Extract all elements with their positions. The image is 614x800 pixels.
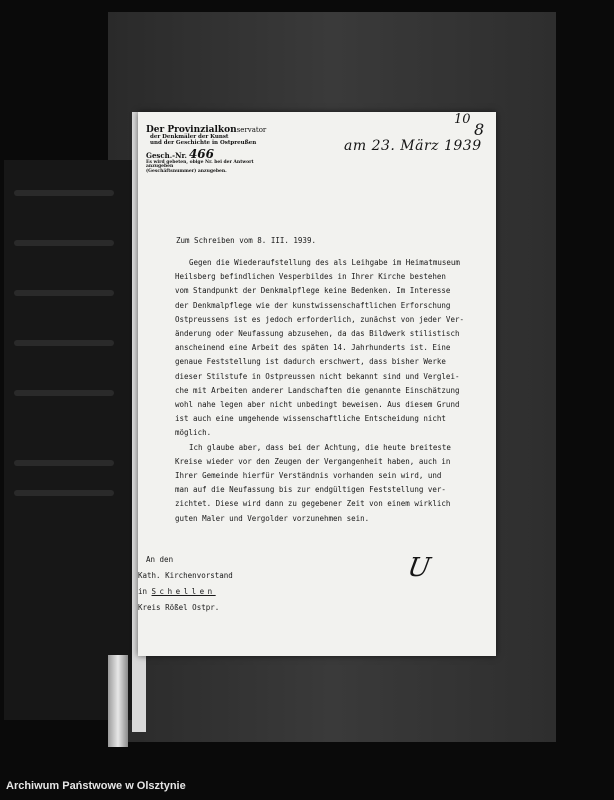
body-line: änderung oder Neufassung abzusehen, da das Bildwerk stilistisch — [175, 329, 460, 339]
body-line: Ihrer Gemeinde hierfür Verständnis vorhanden sein wird, und — [175, 471, 442, 481]
body-line: guten Maler und Vergolder vorzunehmen sein. — [175, 513, 370, 523]
body-line: ist auch eine umgehende wissenschaftliche Entscheidung nicht — [175, 414, 446, 424]
handwritten-folio-number: 8 — [474, 120, 485, 139]
address-place: Schellen — [151, 587, 216, 596]
archive-watermark: Archiwum Państwowe w Olsztynie — [6, 780, 186, 792]
stamp-title: Der Provinzialkon — [146, 125, 237, 135]
recipient-address — [138, 552, 233, 616]
body-line: Ostpreussens ist es jedoch erforderlich, zunächst von jeder Ver- — [175, 314, 464, 324]
body-line: genaue Feststellung ist dadurch erschwert, dass bisher Werke — [175, 357, 446, 367]
handwritten-signature: U — [405, 553, 433, 583]
journal-label: Gesch.-Nr. — [146, 150, 187, 160]
underlying-scribble — [14, 460, 114, 466]
underlying-scribble — [14, 340, 114, 346]
stamp-line: und der Geschichte in Ostpreußen — [150, 140, 257, 147]
address-line: Kath. Kirchenvorstand — [138, 571, 233, 580]
stamp-note: Es wird gebeten, obige Nr. bei der Antwort anzugeben — [146, 159, 254, 170]
body-line: Gegen die Wiederaufstellung des als Leihgabe im Heimatmuseum — [189, 258, 460, 267]
underlying-scribble — [14, 390, 114, 396]
stamp-line: der Denkmäler der Kunst — [150, 134, 229, 141]
body-line: dieser Stilstufe in Ostpreussen nicht bekannt sind und Verglei- — [175, 371, 460, 381]
handwritten-page-number: 10 — [454, 112, 471, 127]
body-line: anscheinend eine Arbeit des späten 14. Jahrhunderts ist. Eine — [175, 343, 451, 353]
handwritten-date: am 23. März 1939 — [344, 138, 482, 154]
underlying-page — [4, 160, 132, 720]
body-line: zichtet. Diese wird dann zu gegebener Zeit von einem wirklich — [175, 499, 451, 509]
address-line: An den — [146, 555, 174, 564]
body-line: Kreise wieder vor den Zeugen der Vergangenheit haben, auch in — [175, 456, 451, 466]
letter-document — [138, 112, 496, 656]
stamp-title-suffix: servator — [236, 126, 267, 134]
address-prefix: in — [138, 587, 148, 596]
body-line: wohl nahe legen aber nicht unbedingt beweisen. Aus diesem Grund — [175, 400, 460, 410]
address-line: Kreis Rößel Ostpr. — [138, 603, 220, 612]
address-line — [138, 584, 233, 600]
binding-strip — [108, 655, 128, 747]
body-line: Ich glaube aber, dass bei der Achtung, die heute breiteste — [189, 442, 451, 452]
underlying-scribble — [14, 290, 114, 296]
reference-line: Zum Schreiben vom 8. III. 1939. — [176, 236, 316, 245]
body-line: Heilsberg befindlichen Vesperbildes in Ihrer Kirche bestehen — [175, 272, 446, 282]
letter-body — [175, 256, 493, 526]
body-line: der Denkmalpflege wie der kunstwissenschaftlichen Erforschung — [175, 300, 451, 310]
underlying-scribble — [14, 490, 114, 496]
stamp-note: (Geschäftsnummer) anzugeben. — [146, 169, 227, 174]
body-line: che mit Arbeiten anderer Landschaften die genannte Einschätzung — [175, 385, 460, 395]
office-stamp — [146, 126, 270, 175]
underlying-scribble — [14, 240, 114, 246]
body-line: vom Standpunkt der Denkmalpflege keine Bedenken. Im Interesse — [175, 286, 451, 296]
journal-number: 466 — [188, 146, 215, 161]
body-line: möglich. — [175, 428, 212, 438]
body-line: man auf die Neufassung bis zur endgültigen Feststellung ver- — [175, 485, 446, 495]
underlying-scribble — [14, 190, 114, 196]
